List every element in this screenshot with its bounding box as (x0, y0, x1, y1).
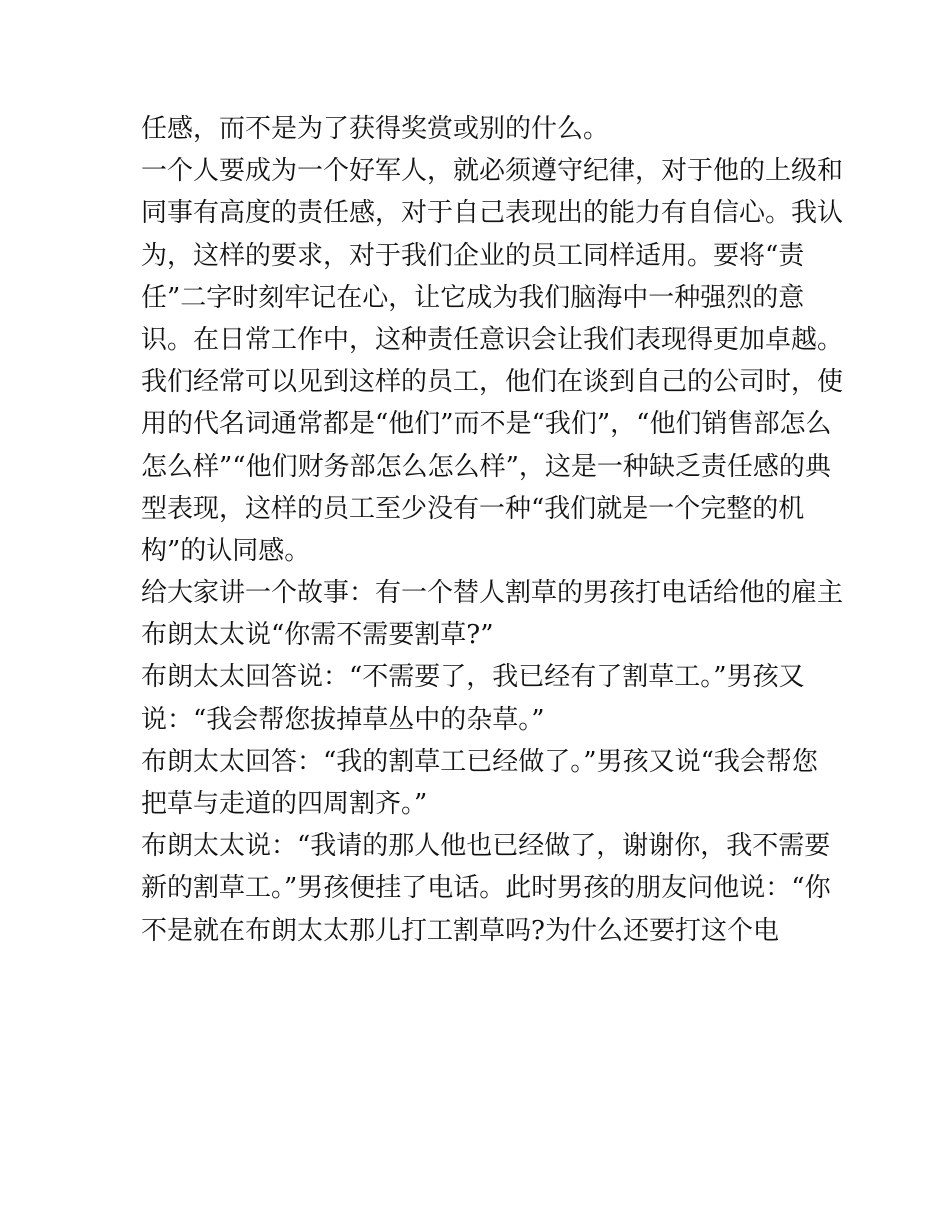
text-line: 识。在日常工作中，这种责任意识会让我们表现得更加卓越。 (141, 324, 844, 355)
text-line: 构”的认同感。 (141, 535, 311, 566)
text-line: 怎么样”“他们财务部怎么怎么样”，这是一种缺乏责任感的典 (141, 451, 831, 482)
text-line: 任感，而不是为了获得奖赏或别的什么。 (141, 114, 610, 144)
text-line: 型表现，这样的员工至少没有一种“我们就是一个完整的机 (141, 493, 805, 524)
text-line: 我们经常可以见到这样的员工，他们在谈到自己的公司时，使 (141, 367, 844, 398)
text-line: 用的代名词通常都是“他们”而不是“我们”，“他们销售部怎么 (141, 409, 832, 440)
text-line: 不是就在布朗太太那儿打工割草吗?为什么还要打这个电 (141, 915, 779, 946)
body-text (141, 108, 844, 952)
text-line: 布朗太太回答说：“不需要了，我已经有了割草工。”男孩又 (141, 662, 805, 693)
text-line: 同事有高度的责任感，对于自己表现出的能力有自信心。我认 (141, 198, 844, 229)
text-line: 任”二字时刻牢记在心，让它成为我们脑海中一种强烈的意 (141, 282, 805, 313)
text-line: 布朗太太回答：“我的割草工已经做了。”男孩又说“我会帮您 (141, 746, 818, 777)
text-line: 为，这样的要求，对于我们企业的员工同样适用。要将“责 (141, 240, 805, 271)
text-line: 布朗太太说“你需不需要割草?” (141, 620, 494, 651)
text-line: 把草与走道的四周割齐。” (141, 789, 428, 819)
text-line: 布朗太太说：“我请的那人他也已经做了，谢谢你，我不需要 (141, 831, 831, 862)
text-line: 说：“我会帮您拔掉草丛中的杂草。” (141, 704, 545, 735)
text-line: 一个人要成为一个好军人，就必须遵守纪律，对于他的上级和 (141, 156, 844, 187)
text-line: 给大家讲一个故事：有一个替人割草的男孩打电话给他的雇主 (141, 578, 844, 609)
text-line: 新的割草工。”男孩便挂了电话。此时男孩的朋友问他说：“你 (141, 873, 831, 904)
